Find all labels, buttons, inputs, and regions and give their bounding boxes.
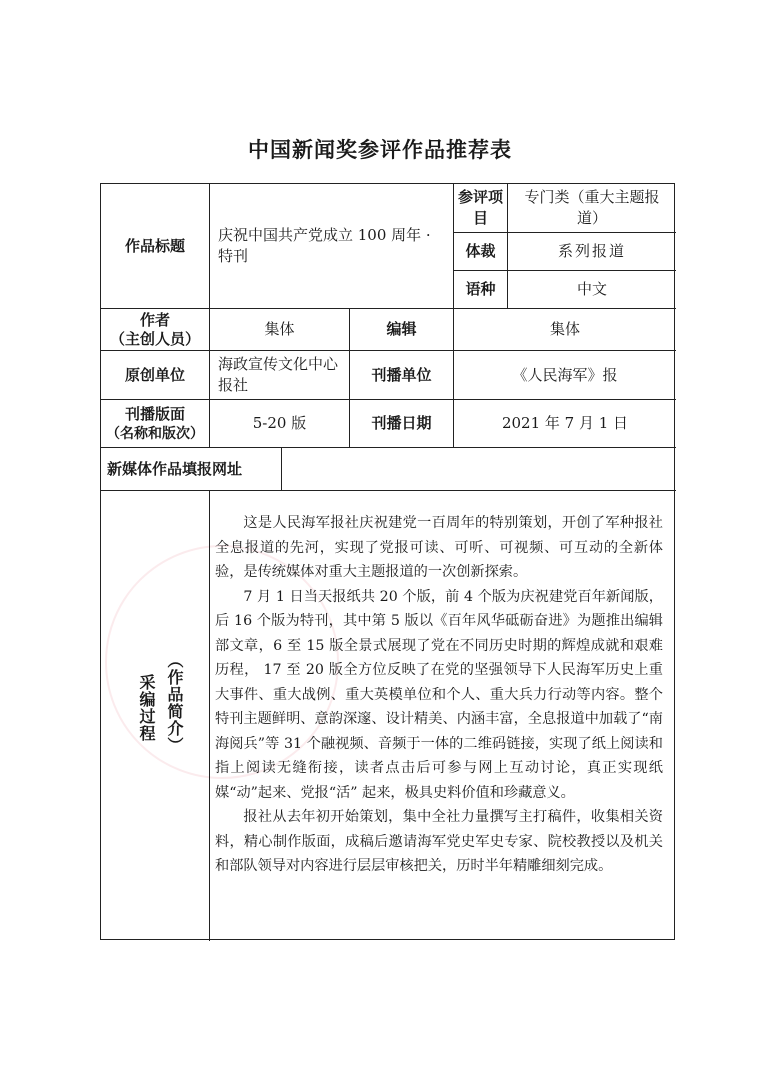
process-label: 采编过程	[137, 674, 156, 742]
author-label-cell	[101, 309, 209, 350]
new-media-url-value	[282, 448, 676, 490]
page-title: 中国新闻奖参评作品推荐表	[248, 138, 512, 162]
author-label-sub: （主创人员）	[109, 329, 200, 348]
work-introduction	[215, 511, 663, 879]
editor-value: 集体	[549, 320, 580, 338]
genre-label: 体裁	[465, 242, 496, 260]
original-unit-value: 海政宣传文化中心报社	[218, 355, 339, 394]
publish-date-value: 2021 年 7 月 1 日	[501, 414, 629, 432]
new-media-url-label: 新媒体作品填报网址	[107, 459, 243, 478]
intro-paragraph: 7 月 1 日当天报纸共 20 个版，前 4 个版为庆祝建党百年新闻版，后 16 个版为特刊，其中第 5 版以《百年风华砥砺奋进》为题推出编辑部文章，6 至 15 版全景式展现了党在不同历史时期的辉煌成就和艰难历程， 17 至 20 版全方位反映了在党的坚强领导下人民海军历史上重大事件、重大战例、重大英模单位和个人、重大兵力行动等内容。整个特刊主题鲜明、意韵深邃、设计精美、内涵丰富，全息报道中加载了“南海阅兵”等 31 个融视频、音频于一体的二维码链接，实现了纸上阅读和指上阅读无缝衔接，读者点击后可参与网上互动讨论，真正实现纸媒“动”起来、党报“活” 起来，极具史料价值和珍藏意义。	[215, 588, 663, 801]
process-label-sub: （作品简介）	[165, 652, 184, 754]
work-title-label: 作品标题	[124, 236, 185, 255]
intro-paragraph: 这是人民海军报社庆祝建党一百周年的特别策划，开创了军种报社全息报道的先河，实现了党报可读、可听、可视频、可互动的全新体验，是传统媒体对重大主题报道的一次创新探索。	[215, 515, 663, 580]
category-label: 参评项目	[457, 188, 503, 227]
language-value: 中文	[576, 280, 607, 298]
original-unit-label: 原创单位	[124, 365, 185, 384]
publish-unit-value: 《人民海军》报	[512, 365, 618, 384]
edition-label: 刊播版面	[124, 404, 185, 423]
author-value: 集体	[264, 320, 295, 338]
edition-value: 5-20 版	[252, 414, 307, 432]
editor-label: 编辑	[386, 320, 417, 338]
edition-label-sub: （名称和版次）	[106, 425, 204, 442]
author-label: 作者	[139, 310, 170, 329]
category-value: 专门类（重大主题报道）	[524, 188, 660, 227]
publish-unit-label: 刊播单位	[371, 365, 432, 384]
work-title-value: 庆祝中国共产党成立 100 周年 · 特刊	[218, 226, 431, 265]
intro-paragraph: 报社从去年初开始策划，集中全社力量撰写主打稿件，收集相关资料，精心制作版面，成稿后邀请海军党史军史专家、院校教授以及机关和部队领导对内容进行层层审核把关，历时半年精雕细刻完成。	[215, 809, 663, 874]
language-label: 语种	[465, 280, 496, 298]
edition-label-cell	[101, 400, 209, 447]
publish-date-label: 刊播日期	[371, 414, 432, 432]
genre-value: 系列报道	[557, 242, 626, 260]
